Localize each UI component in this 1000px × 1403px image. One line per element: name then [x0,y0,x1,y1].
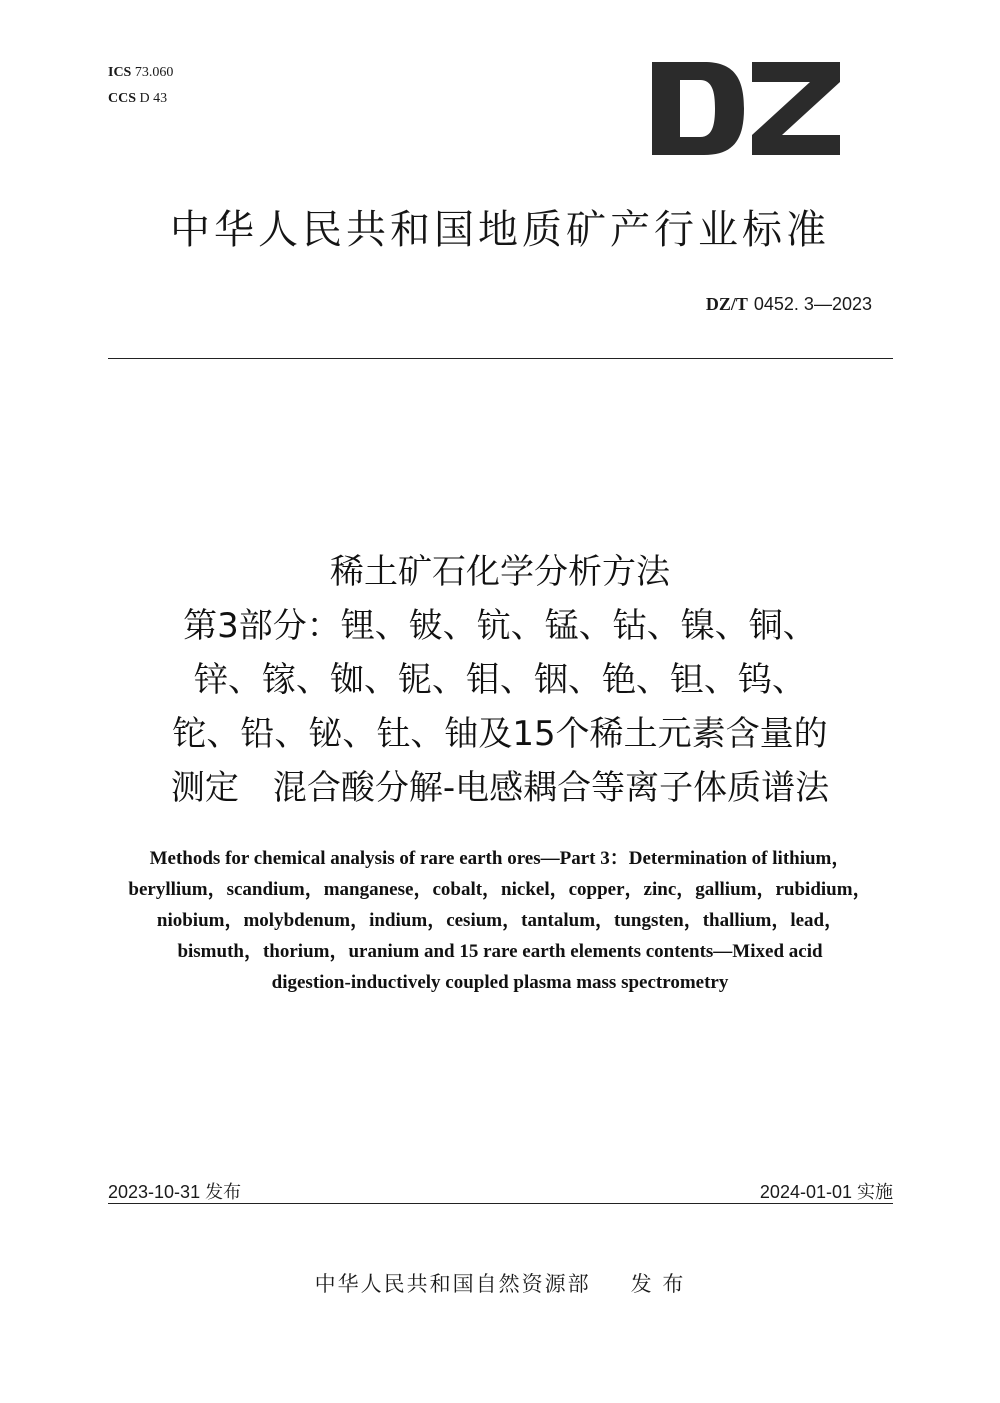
ics-value: 73.060 [134,65,174,80]
top-divider [108,358,893,359]
english-title-line: beryllium，scandium，manganese，cobalt，nickel，copper，zinc，gallium，rubidium， [128,879,872,900]
english-title-line: digestion-inductively coupled plasma mass spectrometry [271,972,729,993]
publish-date: 2023-10-31 发布 [108,1182,242,1202]
ics-code [108,60,173,86]
chinese-title-line: 第3部分：锂、铍、钪、锰、钴、镍、铜、 [183,606,817,646]
english-title-line: bismuth，thorium，uranium and 15 rare earth elements contents—Mixed acid [177,941,823,962]
ccs-code [108,86,173,112]
ccs-label: CCS [108,91,137,106]
english-title-line: niobium，molybdenum，indium，cesium，tantalum，tungsten，thallium，lead， [156,910,844,931]
org-title: 中华人民共和国地质矿产行业标准 [170,207,830,253]
issuer-name: 中华人民共和国自然资源部 [314,1272,591,1296]
chinese-title-line: 铊、铅、铋、钍、铀及15个稀土元素含量的 [172,714,828,754]
chinese-title-line: 锌、镓、铷、铌、钼、铟、铯、钽、钨、 [194,660,806,700]
standard-number [706,294,872,315]
logo-letter-d [652,62,744,155]
dz-logo [652,62,840,155]
chinese-title [0,545,1000,815]
logo-letter-z [752,62,840,155]
ics-label: ICS [108,65,132,80]
chinese-title-line: 测定 混合酸分解-电感耦合等离子体质谱法 [170,768,830,808]
english-title [60,843,940,998]
standard-prefix: DZ/T [705,294,748,314]
bottom-divider [108,1203,893,1204]
implement-date: 2024-01-01 实施 [759,1182,893,1202]
chinese-title-line: 稀土矿石化学分析方法 [330,552,670,592]
standard-code: 0452. 3—2023 [753,294,872,314]
ccs-value: D 43 [139,91,168,106]
english-title-line: Methods for chemical analysis of rare earth ores—Part 3：Determination of lithium， [149,848,851,869]
classification-codes [108,60,173,112]
issuer-action: 发 布 [630,1272,686,1296]
issuer [0,1268,1000,1298]
